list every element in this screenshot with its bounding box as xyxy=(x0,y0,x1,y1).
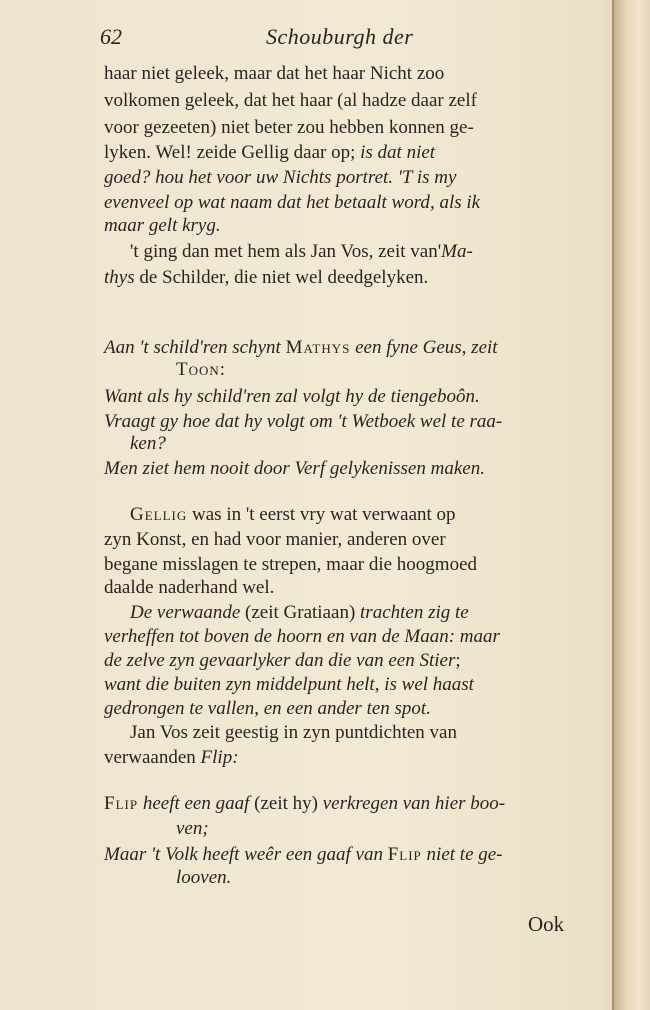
text-line: volkomen geleek, dat het haar (al hadze daar zelf xyxy=(104,90,477,111)
italic-span: en een ander ten spot. xyxy=(263,698,431,719)
verse-line: Men ziet hem nooit door Verf gelykenissen maken. xyxy=(104,458,485,479)
text-line xyxy=(104,191,480,215)
verse-line: Want als hy schild'ren zal volgt hy de tiengeboôn. xyxy=(104,386,480,407)
italic-span: , als ik xyxy=(429,192,481,213)
small-caps-span: Mathys xyxy=(285,337,351,358)
italic-span: is dat niet xyxy=(360,142,436,163)
italic-span: de zelve zyn gevaarlyker dan die van een Stier xyxy=(104,650,456,671)
page-number: 62 xyxy=(100,24,122,49)
text-line: zyn Konst, en had voor manier, anderen over xyxy=(104,529,446,550)
text-line: voor gezeeten) niet beter zou hebben konnen ge- xyxy=(104,117,474,138)
text-line xyxy=(104,141,435,165)
text-span: (zeit Gratiaan) xyxy=(240,602,361,623)
verse-line xyxy=(104,336,498,360)
text-line: Jan Vos zeit geestig in zyn puntdichten van xyxy=(130,722,457,743)
italic-span: een fyne Geus xyxy=(350,337,462,358)
text-line xyxy=(130,601,469,625)
text-line: daalde naderhand wel. xyxy=(104,577,275,598)
italic-span: is wel haast xyxy=(384,674,474,695)
italic-span: , zeit xyxy=(461,337,498,358)
verse-line: looven. xyxy=(176,867,232,888)
italic-span: Maar 't Volk heeft weêr een gaaf van xyxy=(104,844,388,865)
text-line xyxy=(104,266,428,290)
small-caps-span: Gellig xyxy=(130,504,188,525)
italic-span: De verwaande xyxy=(130,602,241,623)
text-line xyxy=(104,746,239,770)
text-span: was in 't eerst vry wat verwaant op xyxy=(187,504,456,525)
italic-span: Flip: xyxy=(200,747,239,768)
text-span: de Schilder, die niet wel deedgelyken. xyxy=(134,267,429,288)
italic-span: want die buiten zyn middelpunt helt xyxy=(104,674,375,695)
text-span: verwaanden xyxy=(104,747,201,768)
italic-span: Ma- xyxy=(441,241,473,262)
italic-span: Aan 't schild'ren schynt xyxy=(104,337,286,358)
italic-span: thys xyxy=(104,267,135,288)
text-line xyxy=(130,240,473,264)
catchword: Ook xyxy=(528,912,565,936)
verse-line: ken? xyxy=(130,433,166,454)
verse-line: ven; xyxy=(176,818,209,839)
italic-span: evenveel op wat naam dat het betaalt word xyxy=(104,192,430,213)
text-line xyxy=(104,649,461,673)
small-caps-span: Flip xyxy=(387,844,422,865)
text-line: maar gelt kryg. xyxy=(104,215,221,236)
text-span: , xyxy=(374,674,385,695)
text-line xyxy=(130,503,456,527)
text-span: lyken. Wel! zeide Gellig daar op; xyxy=(104,142,361,163)
text-line: haar niet geleek, maar dat het haar Nicht zoo xyxy=(104,63,445,84)
italic-span: trachten zig te xyxy=(360,602,469,623)
small-caps-span: Flip xyxy=(104,793,139,814)
italic-span: gedrongen te vallen xyxy=(104,698,255,719)
verse-line: Toon: xyxy=(176,359,227,380)
text-span: 't ging dan met hem als Jan Vos, zeit van' xyxy=(130,241,442,262)
text-span: , xyxy=(254,698,264,719)
text-line: begane misslagen te strepen, maar die hoogmoed xyxy=(104,554,478,575)
text-line: goed? hou het voor uw Nichts portret. 'T is my xyxy=(104,167,457,188)
text-span: (zeit hy) xyxy=(249,793,323,814)
italic-span: heeft een gaaf xyxy=(138,793,250,814)
verse-line xyxy=(104,792,505,816)
italic-span: verkregen van hier boo- xyxy=(322,793,506,814)
text-span: ; xyxy=(455,650,461,671)
text-line xyxy=(104,697,431,721)
verse-line: Vraagt gy hoe dat hy volgt om 't Wetboek wel te raa- xyxy=(104,411,503,432)
running-title: Schouburgh der xyxy=(266,24,414,49)
verse-line xyxy=(104,843,503,867)
book-spine xyxy=(612,0,650,1010)
italic-span: niet te ge- xyxy=(421,844,503,865)
text-line xyxy=(104,673,474,697)
text-line: verheffen tot boven de hoorn en van de Maan: maar xyxy=(104,626,500,647)
